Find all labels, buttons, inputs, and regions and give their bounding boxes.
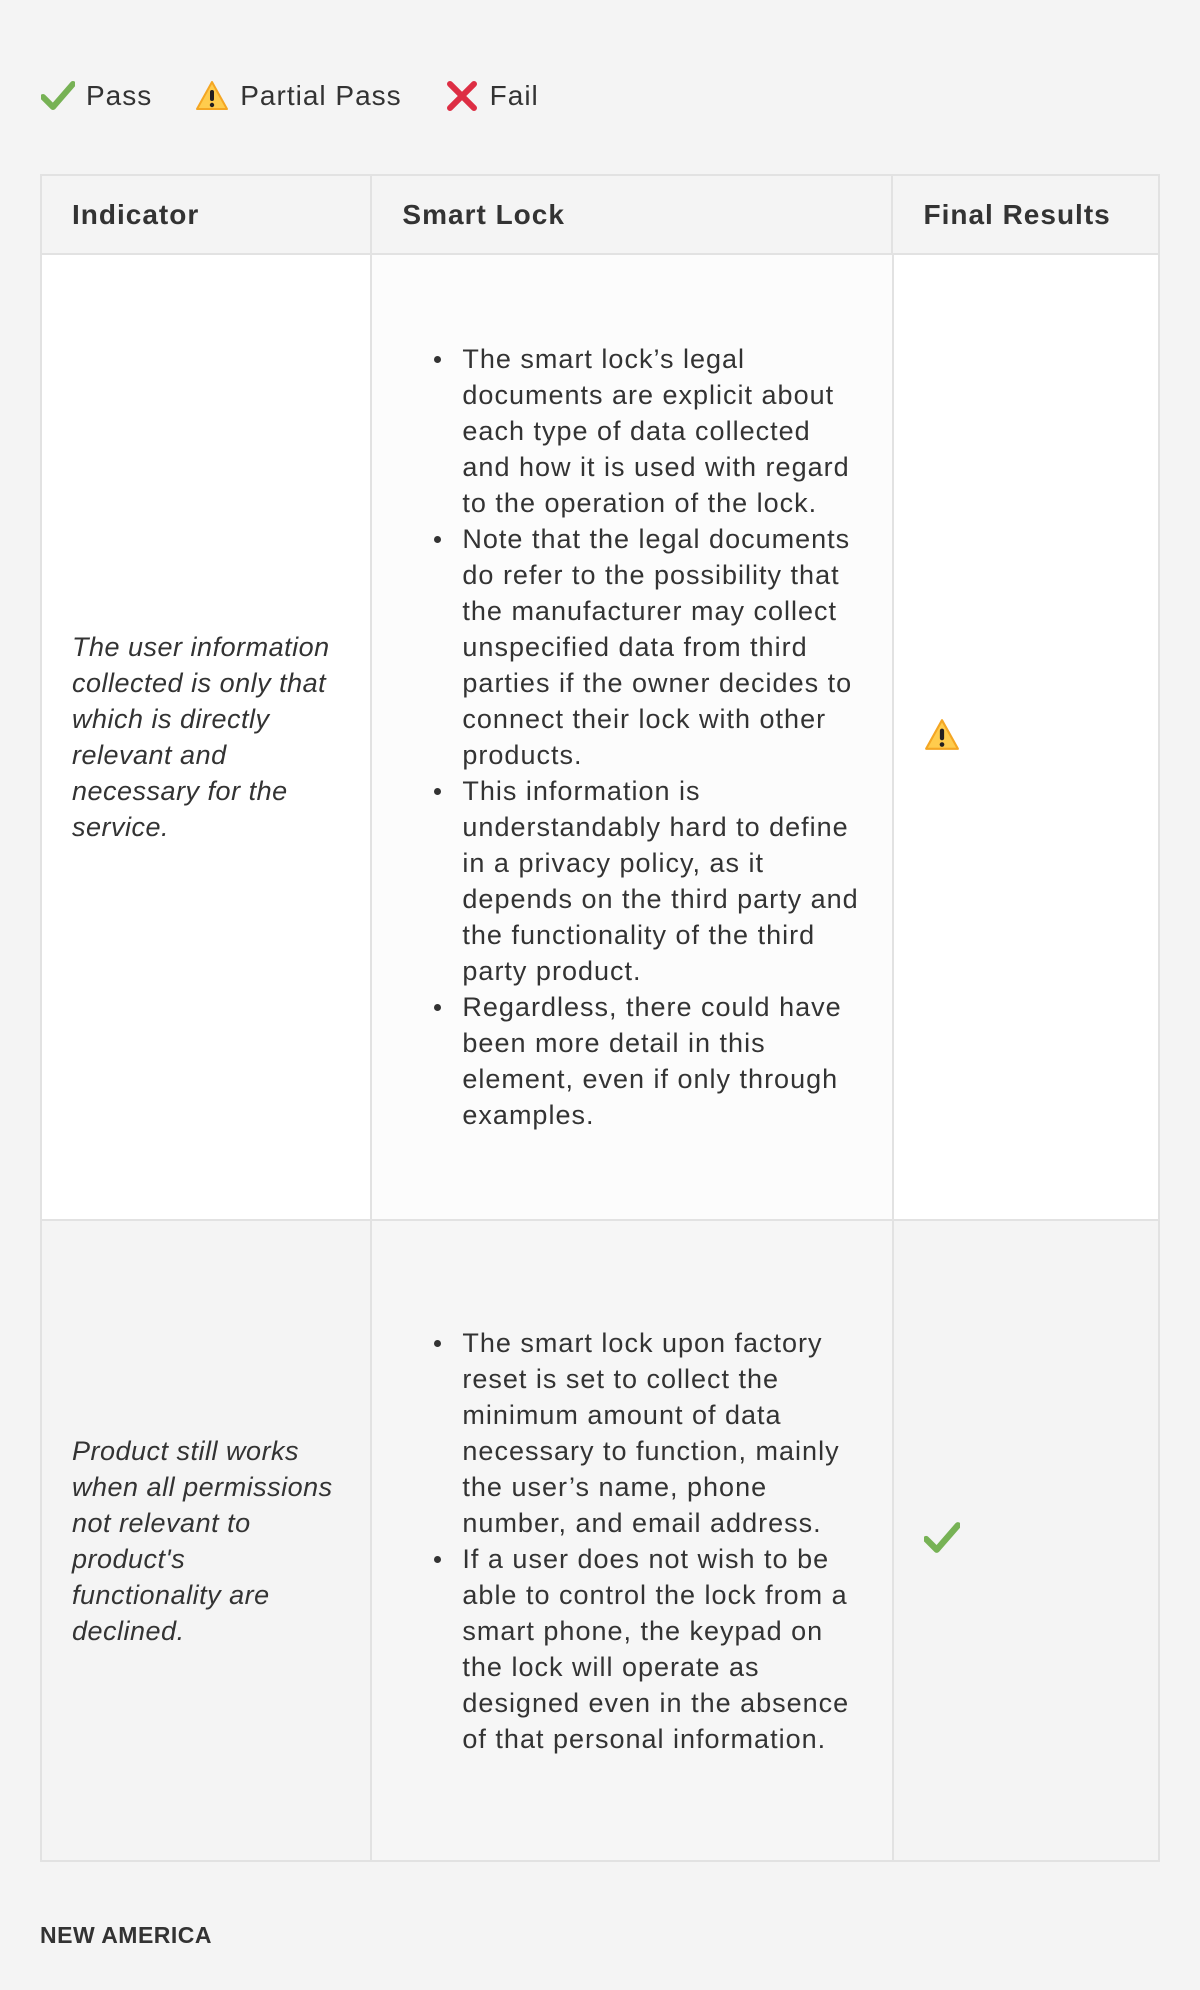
legend-label: Pass — [86, 80, 153, 111]
table-row — [41, 1220, 1159, 1861]
legend — [40, 78, 581, 114]
indicator-text: The user information collected is only that which is directly relevant and necessary for the service. — [72, 632, 330, 842]
indicator-cell — [41, 254, 371, 1220]
header-smart-lock: Smart Lock — [371, 175, 892, 254]
list-item: This information is understandably hard to define in a privacy policy, as it depends on the third party and the functionality of the third party product. — [462, 773, 861, 989]
header-indicator: Indicator — [41, 175, 371, 254]
detail-cell — [371, 1220, 892, 1861]
list-item: The smart lock upon factory reset is set to collect the minimum amount of data necessary to function, mainly the user’s name, phone number, and email address. — [462, 1325, 861, 1541]
table-header-row — [41, 175, 1159, 254]
warning-icon — [194, 78, 230, 114]
list-item: Regardless, there could have been more detail in this element, even if only through examples. — [462, 989, 861, 1133]
result-cell — [893, 254, 1159, 1220]
results-table — [40, 174, 1160, 1862]
indicator-text: Product still works when all permissions not relevant to product's functionality are declined. — [72, 1435, 333, 1646]
list-item: Note that the legal documents do refer to the possibility that the manufacturer may collect unspecified data from third parties if the owner decides to connect their lock with other products. — [462, 521, 861, 773]
legend-item-pass — [40, 78, 152, 114]
indicator-cell — [41, 1220, 371, 1861]
check-icon — [40, 78, 76, 114]
check-icon — [924, 1522, 960, 1559]
legend-item-partial-pass — [194, 78, 401, 114]
legend-item-fail — [444, 78, 539, 114]
list-item: The smart lock’s legal documents are explicit about each type of data collected and how it is used with regard to the operation of the lock. — [462, 341, 861, 521]
warning-icon — [924, 718, 960, 757]
legend-label: Partial Pass — [240, 80, 402, 111]
detail-list — [462, 1325, 861, 1757]
detail-list — [462, 341, 861, 1133]
list-item: If a user does not wish to be able to control the lock from a smart phone, the keypad on the lock will operate as designed even in the absence of that personal information. — [462, 1541, 861, 1757]
legend-label: Fail — [489, 80, 539, 111]
result-cell — [893, 1220, 1159, 1861]
new-america-logo: NEW AMERICA — [40, 1922, 213, 1948]
cross-icon — [444, 78, 480, 114]
header-final-results: Final Results — [892, 175, 1159, 254]
table-row — [41, 254, 1159, 1220]
detail-cell — [371, 254, 892, 1220]
